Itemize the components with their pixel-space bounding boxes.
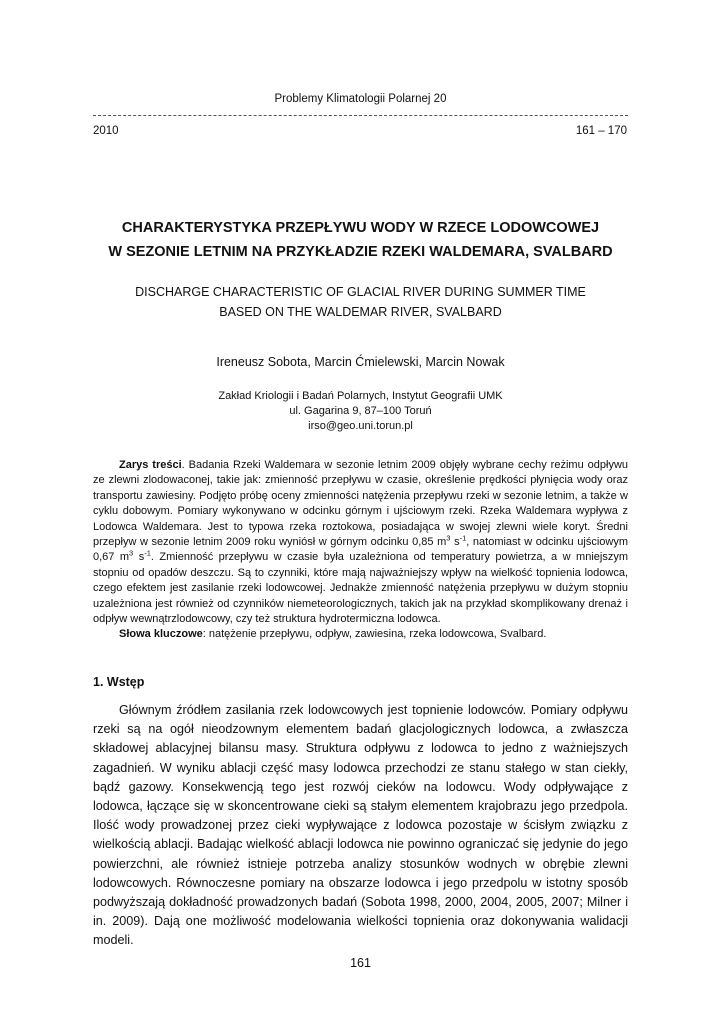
page-number: 161 bbox=[350, 956, 371, 970]
title-polish bbox=[60, 216, 661, 264]
affiliation-email: irso@geo.uni.torun.pl bbox=[308, 420, 413, 432]
intro-paragraph: Głównym źródłem zasilania rzek lodowcowych jest topnienie lodowców. Pomiary odpływu rzeki są na ogół nieodzownym elementem badań glacjologicznych lodowca, a zwłaszcza składowej ablacyjnej bilansu masy. Struktura odpływu z lodowca to jedno z ważniejszych zagadnień. W wyniku ablacji część masy lodowca przechodzi ze stanu stałego w stan ciekły, bądź gazowy. Konsekwencją tego jest rozwój cieków na lodowcu. Wody odpływające z lodowca, łączące się w skoncentrowane cieki są stałym elementem krajobrazu jego przedpola. Ilość wody prowadzonej przez cieki wypływające z lodowca pozostaje w ścisłym związku z wielkością ablacji. Badając wielkość ablacji lodowca nie powinno ograniczać się jedynie do jego powierzchni, ale również istnieje potrzeba analizy stosunków wodnych w obrębie zlewni lodowcowych. Równoczesne pomiary na obszarze lodowca i jego przedpolu w istotny sposób podwyższają dokładność prowadzonych badań (Sobota 1998, 2000, 2004, 2005, 2007; Milner i in. 2009). Dają one możliwość modelowania wielkości topnienia oraz dokonywania walidacji modeli. bbox=[93, 703, 628, 948]
page-range: 161 – 170 bbox=[575, 125, 627, 137]
title-english-line-2: BASED ON THE WALDEMAR RIVER, SVALBARD bbox=[219, 305, 502, 319]
title-english bbox=[60, 282, 661, 322]
affiliation-address: ul. Gagarina 9, 87–100 Toruń bbox=[289, 405, 432, 417]
abstract-sup-2: -1 bbox=[459, 533, 467, 543]
authors: Ireneusz Sobota, Marcin Ćmielewski, Marcin Nowak bbox=[216, 355, 505, 369]
affiliation bbox=[0, 389, 721, 434]
publication-year: 2010 bbox=[93, 125, 119, 137]
abstract bbox=[93, 458, 628, 627]
title-english-line-1: DISCHARGE CHARACTERISTIC OF GLACIAL RIVER DURING SUMMER TIME bbox=[135, 285, 586, 299]
title-polish-line-1: CHARAKTERYSTYKA PRZEPŁYWU WODY W RZECE LODOWCOWEJ bbox=[121, 220, 600, 236]
abstract-label: Zarys treści bbox=[119, 459, 182, 471]
abstract-sup-4: -1 bbox=[144, 548, 151, 558]
affiliation-institute: Zakład Kriologii i Badań Polarnych, Instytut Geografii UMK bbox=[218, 390, 503, 402]
section-heading: 1. Wstęp bbox=[93, 675, 145, 689]
abstract-sup-1: 3 bbox=[446, 533, 451, 543]
abstract-text-3: , natomiast w odcinku ujściowym 0,67 m bbox=[93, 536, 628, 564]
abstract-text-2: s bbox=[450, 536, 460, 549]
abstract-text-1: . Badania Rzeki Waldemara w sezonie letnim 2009 objęły wybrane cechy reżimu odpływu ze zlewni zlodowaconej, takie jak: zmienność przepływu w czasie, określenie prędkości płynięcia wody oraz transportu zawiesiny. Podjęto próbę oceny zmienności natężenia przepływu rzeki w sezonie letnim, a także w cyklu dobowym. Pomiary wykonywano w odcinku górnym i ujściowym rzeki. Rzeka Waldemara wypływa z Lodowca Waldemara. Jest to typowa rzeka roztokowa, posiadająca w swojej zlewni wiele koryt. Średni przepływ w sezonie letnim 2009 roku wyniósł w górnym odcinku 0,85 m bbox=[93, 459, 629, 549]
keywords-label: Słowa kluczowe bbox=[119, 628, 203, 640]
abstract-sup-3: 3 bbox=[129, 548, 134, 558]
abstract-text-5: . Zmienność przepływu w czasie była uzależniona od temperatury powietrza, a w mniejszym stopniu od opadów deszczu. Są to czynniki, które mają najważniejszy wpływ na wielkość topnienia lodowca, czego efektem jest zasilanie rzeki lodowcowej. Jednakże zmienność natężenia przepływu w dużym stopniu uzależniona jest również od czynników niemeteorologicznych, takich jak na przykład skomplikowany drenaż i odpływ wewnątrzlodowcowy, czy też struktura hydrotermiczna lodowca. bbox=[93, 551, 628, 626]
header-divider bbox=[93, 115, 628, 116]
title-polish-line-2: W SEZONIE LETNIM NA PRZYKŁADZIE RZEKI WALDEMARA, SVALBARD bbox=[108, 244, 613, 260]
keywords-text: : natężenie przepływu, odpływ, zawiesina, rzeka lodowcowa, Svalbard. bbox=[202, 628, 547, 640]
keywords bbox=[93, 627, 628, 642]
abstract-text-4: s bbox=[133, 551, 145, 564]
journal-title: Problemy Klimatologii Polarnej 20 bbox=[274, 93, 447, 105]
